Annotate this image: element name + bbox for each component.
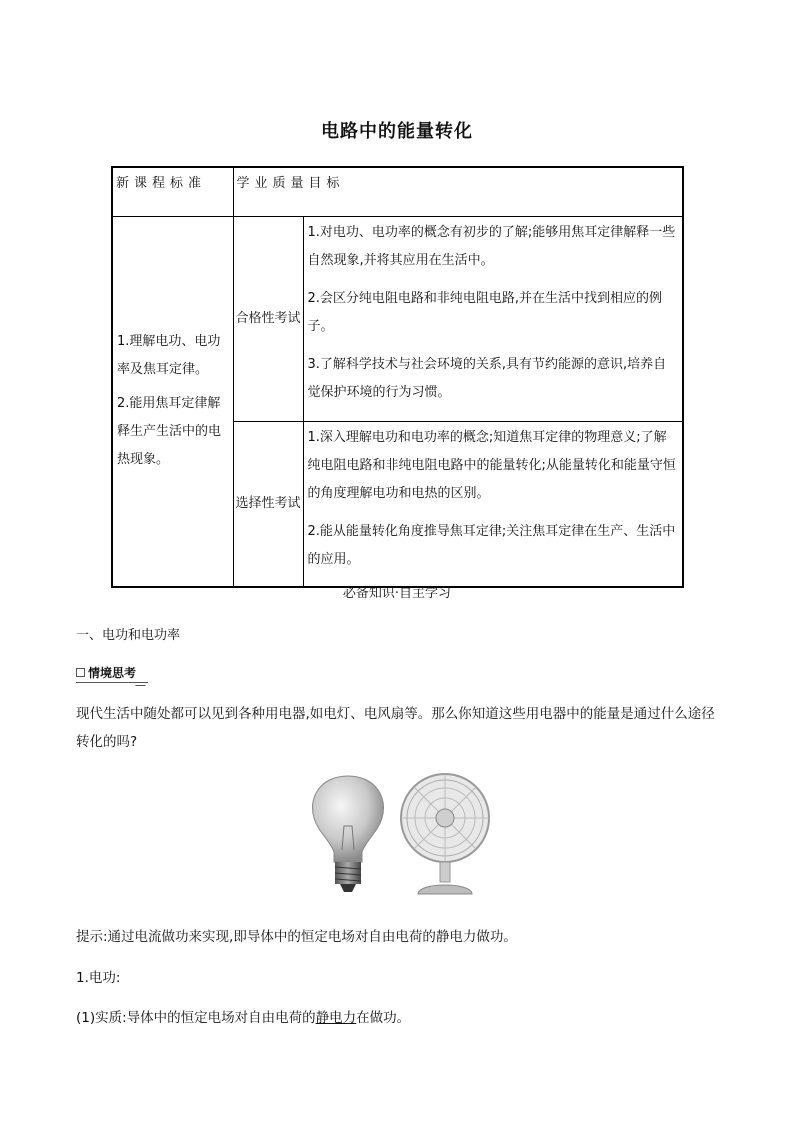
goal-item: 3.了解科学技术与社会环境的关系,具有节约能源的意识,培养自觉保护环境的行为习惯。 <box>307 357 667 400</box>
square-icon <box>76 668 85 677</box>
essence-suffix: 在做功。 <box>356 1010 411 1026</box>
bulb-and-fan-illustration <box>300 770 500 900</box>
think-tag <box>76 664 148 683</box>
curriculum-table <box>111 166 684 588</box>
hint-text: 提示:通过电流做功来实现,即导体中的恒定电场对自由电荷的静电力做功。 <box>76 929 517 945</box>
tag-tail-decoration <box>135 679 151 686</box>
curriculum-item: 2.能用焦耳定律解释生产生活中的电热现象。 <box>117 396 222 468</box>
exam-level-label: 合格性考试 <box>233 217 303 422</box>
header-curriculum-standard: 新课程标准 <box>112 167 233 217</box>
header-quality-goals: 学业质量目标 <box>233 167 683 217</box>
electric-fan-icon <box>401 774 489 894</box>
essence-prefix: (1)实质:导体中的恒定电场对自由电荷的 <box>76 1010 316 1026</box>
item-essence <box>76 1004 726 1032</box>
goal-item: 1.深入理解电功和电功率的概念;知道焦耳定律的物理意义;了解纯电阻电路和非纯电阻电路中的能量转化;从能量转化和能量守恒的角度理解电功和电热的区别。 <box>307 430 676 501</box>
question-text: 现代生活中随处都可以见到各种用电器,如电灯、电风扇等。那么你知道这些用电器中的能量是通过什么途径转化的吗? <box>76 706 715 750</box>
goals-cell <box>303 217 683 422</box>
exam-level-label: 选择性考试 <box>233 422 303 587</box>
goals-cell <box>303 422 683 587</box>
item-electric-work: 1.电功: <box>76 970 121 986</box>
light-bulb-icon <box>312 776 383 892</box>
goal-item: 2.能从能量转化角度推导焦耳定律;关注焦耳定律在生产、生活中的应用。 <box>307 524 676 567</box>
goal-item: 1.对电功、电功率的概念有初步的了解;能够用焦耳定律解释一些自然现象,并将其应用在生活中。 <box>307 225 676 268</box>
page-title: 电路中的能量转化 <box>321 121 473 142</box>
essence-answer-blank: 静电力 <box>315 1010 357 1026</box>
curriculum-item: 1.理解电功、电功率及焦耳定律。 <box>117 334 221 378</box>
goal-item: 2.会区分纯电阻电路和非纯电阻电路,并在生活中找到相应的例子。 <box>307 291 663 334</box>
section-subtitle: 必备知识·自主学习 <box>342 586 452 601</box>
section-heading: 一、电功和电功率 <box>76 628 181 643</box>
curriculum-standard-cell <box>112 217 233 587</box>
think-tag-label: 情境思考 <box>88 666 137 680</box>
